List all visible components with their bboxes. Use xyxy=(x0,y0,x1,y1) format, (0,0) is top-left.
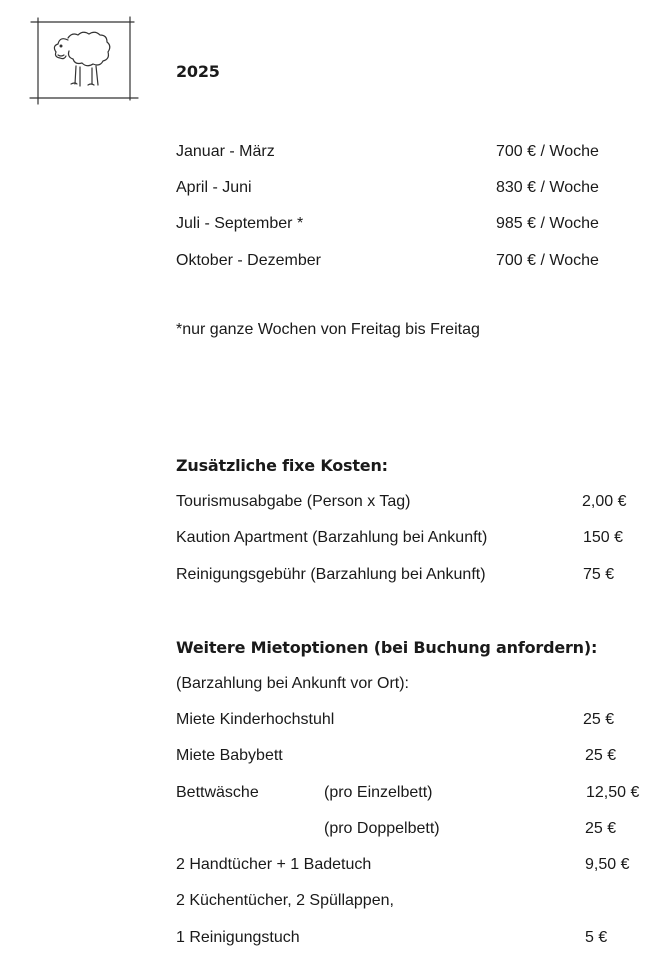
fixed-cost-label: Reinigungsgebühr (Barzahlung bei Ankunft) xyxy=(176,566,486,583)
option-amount: 5 € xyxy=(585,929,608,946)
price-period: Januar - März xyxy=(176,143,275,160)
option-amount: 25 € xyxy=(583,711,615,728)
price-period: Oktober - Dezember xyxy=(176,252,321,269)
year-heading: 2025 xyxy=(176,62,220,81)
option-label: Miete Babybett xyxy=(176,747,283,764)
option-sublabel: (pro Doppelbett) xyxy=(324,820,440,837)
price-value: 700 € / Woche xyxy=(496,252,599,269)
price-period: April - Juni xyxy=(176,179,252,196)
fixed-cost-amount: 2,00 € xyxy=(582,493,627,510)
fixed-cost-amount: 150 € xyxy=(583,529,624,546)
price-period: Juli - September * xyxy=(176,215,304,232)
price-value: 700 € / Woche xyxy=(496,143,599,160)
fixed-cost-label: Tourismusabgabe (Person x Tag) xyxy=(176,493,411,510)
option-amount: 12,50 € xyxy=(586,784,640,801)
sheep-logo-icon xyxy=(28,16,140,106)
option-label: Miete Kinderhochstuhl xyxy=(176,711,335,728)
price-value: 830 € / Woche xyxy=(496,179,599,196)
option-label: 2 Handtücher + 1 Badetuch xyxy=(176,856,372,873)
option-label: Bettwäsche xyxy=(176,784,259,801)
fixed-costs-heading: Zusätzliche fixe Kosten: xyxy=(176,456,388,475)
option-label: 1 Reinigungstuch xyxy=(176,929,300,946)
option-sublabel: (pro Einzelbett) xyxy=(324,784,433,801)
price-value: 985 € / Woche xyxy=(496,215,599,232)
option-label: 2 Küchentücher, 2 Spüllappen, xyxy=(176,892,394,909)
options-heading: Weitere Mietoptionen (bei Buchung anfordern): xyxy=(176,638,598,657)
price-note: *nur ganze Wochen von Freitag bis Freitag xyxy=(176,321,480,338)
option-amount: 25 € xyxy=(585,747,617,764)
fixed-cost-label: Kaution Apartment (Barzahlung bei Ankunft) xyxy=(176,529,488,546)
option-amount: 9,50 € xyxy=(585,856,630,873)
options-subheading: (Barzahlung bei Ankunft vor Ort): xyxy=(176,675,409,692)
option-amount: 25 € xyxy=(585,820,617,837)
fixed-cost-amount: 75 € xyxy=(583,566,615,583)
